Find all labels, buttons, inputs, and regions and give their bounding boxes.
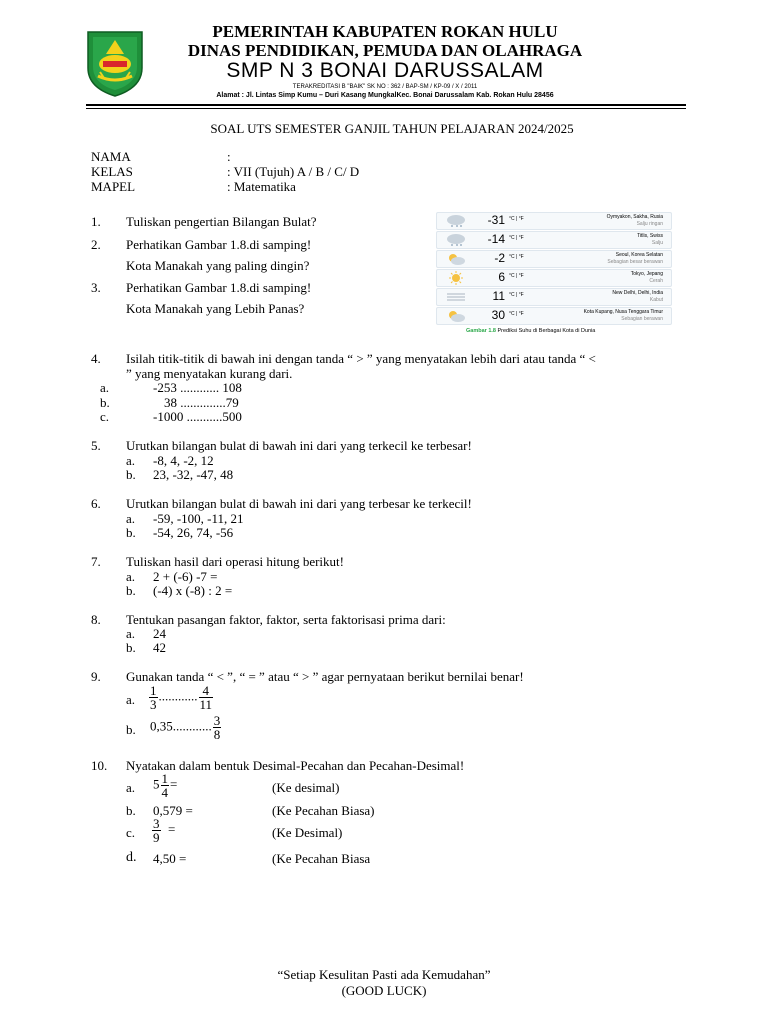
- q10-a-label: a.: [126, 780, 136, 795]
- q8-a-label: a.: [126, 626, 136, 641]
- q10-d-note: (Ke Pecahan Biasa: [272, 851, 371, 866]
- q2-number: 2.: [91, 237, 101, 252]
- kelas-value: : VII (Tujuh) A / B / C/ D: [227, 164, 360, 179]
- q8-b-value: 42: [153, 640, 166, 655]
- q3-text: Perhatikan Gambar 1.8.di samping!: [126, 280, 312, 295]
- q9-b-label: b.: [126, 722, 136, 737]
- q10-a-whole: 5: [153, 776, 160, 792]
- q5-a-value: -8, 4, -2, 12: [153, 453, 214, 468]
- q4-c-label: c.: [100, 409, 110, 424]
- q7-text: Tuliskan hasil dari operasi hitung berikut!: [126, 554, 344, 569]
- header-rule-thick: [86, 104, 686, 106]
- q10-b-label: b.: [126, 803, 136, 818]
- weather-condition: Salju ringan: [636, 221, 663, 227]
- q9-a-expression: [148, 684, 214, 711]
- q6-b-value: -54, 26, 74, -56: [153, 525, 234, 540]
- kelas-label: KELAS: [91, 164, 133, 179]
- q4-b-value: 38 ..............79: [164, 395, 239, 410]
- weather-row: [436, 250, 672, 268]
- denominator: 9: [153, 830, 160, 845]
- mapel-label: MAPEL: [91, 179, 136, 194]
- weather-unit: °C | °F: [509, 254, 524, 260]
- q7-number: 7.: [91, 554, 101, 569]
- q7-a-label: a.: [126, 569, 136, 584]
- figure-caption: [466, 328, 595, 334]
- q10-text: Nyatakan dalam bentuk Desimal-Pecahan dan Pecahan-Desimal!: [126, 758, 465, 773]
- weather-condition: Kabut: [649, 297, 663, 303]
- figure-caption-label: Gambar 1.8: [466, 328, 496, 334]
- mapel-value: : Matematika: [227, 179, 296, 194]
- q5-b-value: 23, -32, -47, 48: [153, 467, 234, 482]
- weather-temp: -2: [494, 251, 505, 265]
- q8-a-value: 24: [153, 626, 166, 641]
- weather-row: [436, 307, 672, 325]
- numerator: 3: [153, 816, 160, 831]
- exam-title: SOAL UTS SEMESTER GANJIL TAHUN PELAJARAN 2024/2025: [210, 121, 574, 136]
- q10-a-note: (Ke desimal): [272, 780, 340, 795]
- weather-row: [436, 231, 672, 249]
- q9-a-dots: ............: [158, 688, 198, 704]
- q5-a-label: a.: [126, 453, 136, 468]
- weather-condition: Salju: [651, 240, 663, 246]
- q1-number: 1.: [91, 214, 101, 229]
- q9-b-expression: [150, 714, 222, 741]
- snow-cloud-icon: [445, 214, 467, 228]
- q5-text: Urutkan bilangan bulat di bawah ini dari yang terkecil ke terbesar!: [126, 438, 472, 453]
- weather-figure: [436, 210, 672, 338]
- fraction: [199, 684, 214, 711]
- denominator: 4: [161, 785, 168, 800]
- weather-unit: °C | °F: [509, 216, 524, 222]
- weather-condition: Cerah: [649, 278, 663, 284]
- numerator: 1: [161, 771, 168, 786]
- numerator: 3: [213, 713, 221, 728]
- numerator: 4: [199, 684, 214, 698]
- q9-a-label: a.: [126, 692, 136, 707]
- weather-condition: Sebagian besar berawan: [607, 259, 663, 265]
- q7-b-value: (-4) x (-8) : 2 =: [153, 583, 233, 598]
- q3-text2: Kota Manakah yang Lebih Panas?: [126, 301, 305, 316]
- nama-value: :: [227, 149, 231, 164]
- fraction: [149, 684, 158, 711]
- figure-caption-text: Prediksi Suhu di Berbagai Kota di Dunia: [497, 328, 596, 334]
- weather-city: New Delhi, Delhi, India: [612, 290, 663, 296]
- q10-b-note: (Ke Pecahan Biasa): [272, 803, 375, 818]
- q10-c-note: (Ke Desimal): [272, 825, 343, 840]
- partly-cloudy-icon: [445, 252, 467, 266]
- weather-city: Titlis, Swiss: [637, 233, 663, 239]
- weather-temp: -14: [487, 232, 505, 246]
- q6-a-value: -59, -100, -11, 21: [153, 511, 244, 526]
- q6-b-label: b.: [126, 525, 136, 540]
- q6-text: Urutkan bilangan bulat di bawah ini dari yang terbesar ke terkecil!: [126, 496, 472, 511]
- q10-c-equals: =: [168, 821, 176, 837]
- q9-text: Gunakan tanda “ < ”, “ = ” atau “ > ” agar pernyataan berikut bernilai benar!: [126, 669, 524, 684]
- weather-unit: °C | °F: [509, 311, 524, 317]
- weather-row: [436, 212, 672, 230]
- q10-b-value: 0,579 =: [153, 803, 193, 818]
- q10-d-label: d.: [126, 850, 137, 865]
- q2-text2: Kota Manakah yang paling dingin?: [126, 258, 310, 273]
- weather-unit: °C | °F: [509, 292, 524, 298]
- header-accreditation: TERAKREDITASI B "BAIK" SK NO : 362 / BAP-SM / KP-09 / X / 2011: [292, 84, 478, 90]
- denominator: 11: [199, 697, 213, 712]
- denominator: 3: [150, 697, 157, 712]
- q3-number: 3.: [91, 280, 101, 295]
- footer-quote: “Setiap Kesulitan Pasti ada Kemudahan”: [277, 967, 491, 982]
- q5-b-label: b.: [126, 467, 136, 482]
- q1-text: Tuliskan pengertian Bilangan Bulat?: [126, 214, 317, 229]
- q10-number: 10.: [91, 758, 108, 773]
- q10-c-label: c.: [126, 825, 136, 840]
- weather-temp: 30: [491, 308, 505, 322]
- weather-temp: 11: [492, 289, 505, 303]
- fraction: [161, 772, 170, 799]
- q5-number: 5.: [91, 438, 101, 453]
- fraction: [152, 817, 161, 844]
- q8-text: Tentukan pasangan faktor, faktor, serta faktorisasi prima dari:: [126, 612, 446, 627]
- weather-city: Oymyakon, Sakha, Rusia: [606, 214, 663, 220]
- q10-a-expression: [153, 772, 177, 799]
- numerator: 1: [150, 683, 157, 698]
- weather-condition: Sebagian berawan: [621, 316, 663, 322]
- fog-icon: [445, 290, 467, 304]
- weather-city: Tokyo, Jepang: [630, 271, 663, 277]
- q2-text: Perhatikan Gambar 1.8.di samping!: [126, 237, 312, 252]
- header-rule-thin: [86, 108, 686, 109]
- regency-emblem-icon: [84, 28, 146, 98]
- weather-unit: °C | °F: [509, 273, 524, 279]
- q4-text2: ” yang menyatakan kurang dari.: [126, 366, 293, 381]
- q10-d-value: 4,50 =: [153, 851, 187, 866]
- header-government: PEMERINTAH KABUPATEN ROKAN HULU: [212, 22, 558, 41]
- weather-row: [436, 269, 672, 287]
- q4-c-value: -1000 ...........500: [153, 409, 242, 424]
- q4-a-value: -253 ............ 108: [153, 380, 242, 395]
- q8-b-label: b.: [126, 640, 136, 655]
- weather-city: Seoul, Korea Selatan: [615, 252, 663, 258]
- fraction: [213, 714, 222, 741]
- weather-temp: 6: [498, 270, 505, 284]
- q4-text: Isilah titik-titik di bawah ini dengan tanda “ > ” yang menyatakan lebih dari atau tanda “ <: [126, 351, 596, 366]
- partly-cloudy-icon: [445, 309, 467, 323]
- header-department: DINAS PENDIDIKAN, PEMUDA DAN OLAHRAGA: [187, 41, 583, 60]
- weather-temp: -31: [487, 213, 505, 227]
- q4-number: 4.: [91, 351, 101, 366]
- q9-number: 9.: [91, 669, 101, 684]
- q10-c-expression: [151, 817, 175, 844]
- weather-city: Kota Kupang, Nusa Tenggara Timur: [583, 309, 663, 315]
- weather-unit: °C | °F: [509, 235, 524, 241]
- weather-row: [436, 288, 672, 306]
- q9-b-lead: 0,35............: [150, 718, 212, 734]
- denominator: 8: [213, 727, 221, 742]
- q7-b-label: b.: [126, 583, 136, 598]
- q6-number: 6.: [91, 496, 101, 511]
- q7-a-value: 2 + (-6) -7 =: [153, 569, 218, 584]
- nama-label: NAMA: [91, 149, 131, 164]
- header-address: Alamat : Jl. Lintas Simp Kumu – Duri Kasang MungkalKec. Bonai Darussalam Kab. Rokan Hulu 28456: [216, 92, 554, 99]
- q8-number: 8.: [91, 612, 101, 627]
- sun-icon: [445, 271, 467, 285]
- header-school-name: SMP N 3 BONAI DARUSSALAM: [226, 59, 544, 82]
- q6-a-label: a.: [126, 511, 136, 526]
- q10-a-equals: =: [170, 776, 178, 792]
- snow-cloud-icon: [445, 233, 467, 247]
- q4-a-label: a.: [100, 380, 110, 395]
- footer-good-luck: (GOOD LUCK): [341, 983, 427, 998]
- q4-b-label: b.: [100, 395, 110, 410]
